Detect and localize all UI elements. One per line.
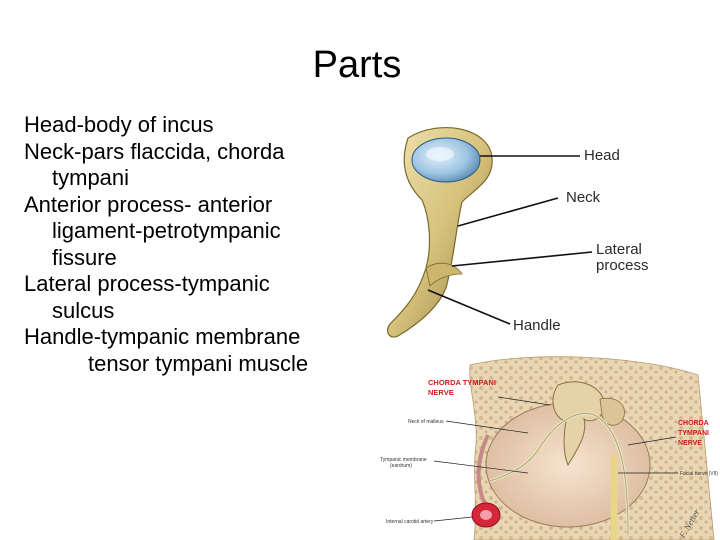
bullet-item: Neck-pars flaccida, chorda <box>24 138 285 164</box>
label-tympanic-membrane-line2: (eardrum) <box>390 463 412 469</box>
label-neck-of-malleus: Neck of malleus <box>408 419 444 425</box>
bullet-list <box>24 112 364 377</box>
bullet-item: Lateral process-tympanic <box>24 271 270 296</box>
label-tympanic-membrane-line1: Tympanic membrane <box>380 457 427 463</box>
label-chorda-tympani-right-line3: NERVE <box>678 440 702 447</box>
bullet-item-continuation: fissure <box>52 244 117 270</box>
label-chorda-tympani-right-line2: TYMPANI <box>678 430 709 437</box>
label-neck: Neck <box>566 189 601 206</box>
netter-signature: F. Netter <box>677 507 702 540</box>
neck-pointer-line <box>458 198 558 226</box>
label-head: Head <box>584 147 620 164</box>
label-lateral-process-line1: Lateral <box>596 241 642 258</box>
bullet-item: Anterior process- anterior <box>24 191 273 217</box>
bullet-item-continuation: tympani <box>52 165 130 190</box>
bullet-item: Head-body of incus <box>24 112 214 137</box>
label-chorda-tympani-right-line1: CHORDA <box>678 420 709 427</box>
label-lateral-process-line2: process <box>596 257 649 274</box>
bullet-item: Handle-tympanic membrane <box>24 324 301 349</box>
label-handle: Handle <box>513 317 561 334</box>
bullet-item-continuation: tensor tympani muscle <box>88 350 309 376</box>
label-facial-nerve: Facial nerve (VII) <box>680 471 719 477</box>
handle-pointer-line <box>428 290 510 324</box>
carotid-leader <box>434 517 472 521</box>
label-chorda-tympani-top-line2: NERVE <box>428 388 454 397</box>
malleus-illustration <box>380 118 700 348</box>
label-internal-carotid-artery: Internal carotid artery <box>386 519 434 525</box>
lateral-process-pointer-line <box>452 252 592 266</box>
slide-title-text: Parts <box>312 44 402 86</box>
bullet-item-continuation: ligament-petrotympanic <box>52 218 281 243</box>
bullet-item-continuation: sulcus <box>52 297 115 323</box>
middle-ear-illustration <box>378 355 720 540</box>
slide-title <box>0 44 720 87</box>
label-chorda-tympani-top-line1: CHORDA TYMPANI <box>428 378 496 387</box>
